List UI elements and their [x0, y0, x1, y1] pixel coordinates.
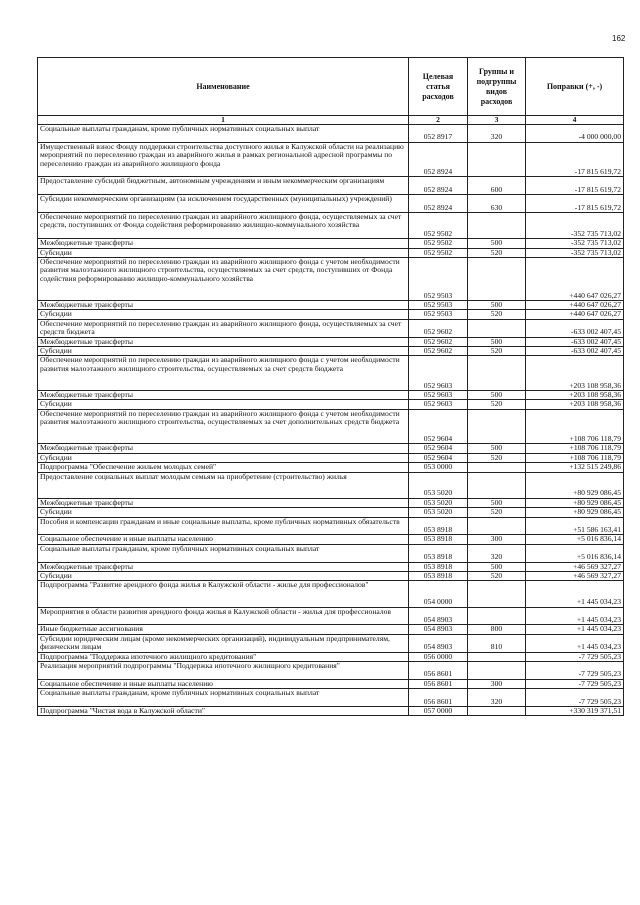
row-target-article: 054 8903	[409, 607, 468, 625]
row-expense-group	[468, 472, 526, 498]
row-expense-group	[468, 662, 526, 680]
row-name: Обеспечение мероприятий по переселению граждан из аварийного жилищного фонда с учетом необходимости развития малоэтажного жилищного строительства, осуществляемых за счет дополнительных средств бюджета	[38, 409, 409, 444]
header-amendment: Поправки (+, -)	[526, 58, 624, 116]
row-name: Межбюджетные трансферты	[38, 391, 409, 400]
row-target-article: 053 8918	[409, 572, 468, 581]
table-row	[38, 607, 624, 625]
row-expense-group: 520	[468, 400, 526, 409]
row-amendment: +1 445 034,23	[526, 625, 624, 634]
row-expense-group: 810	[468, 634, 526, 652]
row-name: Предоставление социальных выплат молодым семьям на приобретение (строительство) жилья	[38, 472, 409, 498]
row-amendment: +203 108 958,36	[526, 356, 624, 391]
table-row	[38, 625, 624, 634]
row-amendment: +440 647 026,27	[526, 300, 624, 309]
row-name: Социальное обеспечение и иные выплаты населению	[38, 679, 409, 688]
row-name: Имущественный взнос Фонду поддержки строительства доступного жилья в Калужской области на реализацию мероприятий по переселению граждан из аварийного жилья в рамках региональной адресной программы по переселению граждан из аварийного жилищного фонда	[38, 142, 409, 177]
row-expense-group: 800	[468, 625, 526, 634]
row-target-article: 056 8601	[409, 679, 468, 688]
row-amendment: -633 002 407,45	[526, 347, 624, 356]
row-target-article: 052 8924	[409, 177, 468, 195]
row-target-article: 052 9503	[409, 300, 468, 309]
row-name: Межбюджетные трансферты	[38, 444, 409, 453]
row-expense-group: 320	[468, 544, 526, 562]
row-expense-group: 500	[468, 498, 526, 507]
table-row	[38, 581, 624, 607]
row-target-article: 054 8903	[409, 625, 468, 634]
row-expense-group	[468, 652, 526, 661]
row-target-article: 053 5020	[409, 508, 468, 517]
row-expense-group	[468, 607, 526, 625]
table-row	[38, 319, 624, 337]
row-target-article: 057 0000	[409, 707, 468, 716]
row-amendment: +80 929 086,45	[526, 472, 624, 498]
row-target-article: 052 9503	[409, 257, 468, 300]
table-row	[38, 356, 624, 391]
row-target-article: 052 9604	[409, 409, 468, 444]
row-expense-group: 500	[468, 300, 526, 309]
row-expense-group: 320	[468, 125, 526, 143]
row-amendment: -17 815 619,72	[526, 142, 624, 177]
table-row	[38, 662, 624, 680]
row-amendment: +80 929 086,45	[526, 498, 624, 507]
row-amendment: -7 729 505,23	[526, 662, 624, 680]
row-target-article: 056 0000	[409, 652, 468, 661]
table-row	[38, 195, 624, 213]
row-amendment: +132 515 249,86	[526, 463, 624, 472]
row-target-article: 053 8918	[409, 544, 468, 562]
row-name: Обеспечение мероприятий по переселению граждан из аварийного жилищного фонда с учетом необходимости развития малоэтажного жилищного строительства, осуществляемых за счет средств, поступивших от Фонда содействия реформированию жилищно-коммунального хозяйства	[38, 257, 409, 300]
row-name: Мероприятия в области развития арендного фонда жилья в Калужской области - жилья для профессионалов	[38, 607, 409, 625]
row-target-article: 052 9502	[409, 212, 468, 238]
row-target-article: 053 8918	[409, 535, 468, 544]
row-target-article: 056 8601	[409, 662, 468, 680]
row-name: Субсидии некоммерческим организациям (за исключением государственных (муниципальных) учреждений)	[38, 195, 409, 213]
row-name: Пособия и компенсации гражданам и иные социальные выплаты, кроме публичных нормативных обязательств	[38, 517, 409, 535]
budget-amendments-table	[37, 57, 624, 716]
row-amendment: -7 729 505,23	[526, 689, 624, 707]
row-name: Субсидии	[38, 400, 409, 409]
row-expense-group: 520	[468, 508, 526, 517]
row-expense-group: 500	[468, 337, 526, 346]
table-row	[38, 444, 624, 453]
table-row	[38, 498, 624, 507]
row-name: Социальные выплаты гражданам, кроме публичных нормативных социальных выплат	[38, 689, 409, 707]
table-row	[38, 472, 624, 498]
row-amendment: +51 586 163,41	[526, 517, 624, 535]
row-target-article: 053 0000	[409, 463, 468, 472]
row-amendment: -7 729 505,23	[526, 679, 624, 688]
row-name: Иные бюджетные ассигнования	[38, 625, 409, 634]
header-expense-group: Группы и подгруппы видов расходов	[468, 58, 526, 116]
row-amendment: +1 445 034,23	[526, 581, 624, 607]
row-name: Социальные выплаты гражданам, кроме публичных нормативных социальных выплат	[38, 544, 409, 562]
row-name: Обеспечение мероприятий по переселению граждан из аварийного жилищного фонда с учетом необходимости развития малоэтажного жилищного строительства, осуществляемых за счет средств бюджета	[38, 356, 409, 391]
table-row	[38, 177, 624, 195]
row-amendment: -17 815 619,72	[526, 195, 624, 213]
row-expense-group	[468, 319, 526, 337]
row-name: Обеспечение мероприятий по переселению граждан из аварийного жилищного фонда, осуществляемых за счет средств бюджета	[38, 319, 409, 337]
row-amendment: +5 016 836,14	[526, 535, 624, 544]
row-name: Межбюджетные трансферты	[38, 498, 409, 507]
row-name: Подпрограмма "Развитие арендного фонда жилья в Калужской области - жилье для профессионалов"	[38, 581, 409, 607]
page-number: 162	[612, 34, 626, 43]
row-target-article: 053 8918	[409, 562, 468, 571]
row-target-article: 052 8917	[409, 125, 468, 143]
table-row	[38, 517, 624, 535]
table-row	[38, 535, 624, 544]
row-amendment: +80 929 086,45	[526, 508, 624, 517]
row-name: Межбюджетные трансферты	[38, 300, 409, 309]
table-header-row	[38, 58, 624, 116]
row-amendment: -7 729 505,23	[526, 652, 624, 661]
row-name: Подпрограмма "Поддержка ипотечного жилищного кредитования"	[38, 652, 409, 661]
table-row	[38, 562, 624, 571]
row-target-article: 053 5020	[409, 472, 468, 498]
table-row	[38, 239, 624, 248]
row-expense-group	[468, 409, 526, 444]
header-name: Наименование	[38, 58, 409, 116]
table-row	[38, 689, 624, 707]
row-expense-group	[468, 581, 526, 607]
row-target-article: 056 8601	[409, 689, 468, 707]
row-expense-group: 520	[468, 572, 526, 581]
row-target-article: 053 5020	[409, 498, 468, 507]
row-target-article: 052 9502	[409, 239, 468, 248]
row-amendment: +440 647 026,27	[526, 257, 624, 300]
row-expense-group: 500	[468, 562, 526, 571]
row-name: Субсидии	[38, 310, 409, 319]
row-expense-group: 520	[468, 347, 526, 356]
table-body	[38, 125, 624, 716]
row-name: Субсидии	[38, 453, 409, 462]
row-amendment: +108 706 118,79	[526, 409, 624, 444]
table-row	[38, 707, 624, 716]
row-amendment: +203 108 958,36	[526, 400, 624, 409]
table-row	[38, 463, 624, 472]
table-row	[38, 544, 624, 562]
row-expense-group: 520	[468, 248, 526, 257]
row-amendment: +46 569 327,27	[526, 562, 624, 571]
row-target-article: 052 9502	[409, 248, 468, 257]
row-amendment: +330 319 371,51	[526, 707, 624, 716]
row-name: Межбюджетные трансферты	[38, 562, 409, 571]
row-name: Межбюджетные трансферты	[38, 239, 409, 248]
table-row	[38, 300, 624, 309]
row-expense-group: 500	[468, 239, 526, 248]
row-name: Субсидии	[38, 572, 409, 581]
row-name: Социальное обеспечение и иные выплаты населению	[38, 535, 409, 544]
row-amendment: -352 735 713,02	[526, 239, 624, 248]
row-amendment: +203 108 958,36	[526, 391, 624, 400]
row-target-article: 052 8924	[409, 142, 468, 177]
table-row	[38, 257, 624, 300]
row-name: Социальные выплаты гражданам, кроме публичных нормативных социальных выплат	[38, 125, 409, 143]
row-expense-group	[468, 356, 526, 391]
row-amendment: -352 735 713,02	[526, 212, 624, 238]
row-name: Субсидии	[38, 248, 409, 257]
row-name: Субсидии	[38, 508, 409, 517]
table-row	[38, 212, 624, 238]
row-name: Субсидии юридическим лицам (кроме некоммерческих организаций), индивидуальным предпринимателям, физическим лицам	[38, 634, 409, 652]
column-number: 4	[526, 116, 624, 125]
table-row	[38, 508, 624, 517]
table-row	[38, 634, 624, 652]
row-target-article: 052 9604	[409, 444, 468, 453]
column-number: 1	[38, 116, 409, 125]
row-amendment: +1 445 034,23	[526, 607, 624, 625]
row-amendment: +108 706 118,79	[526, 444, 624, 453]
row-name: Субсидии	[38, 347, 409, 356]
row-target-article: 052 9503	[409, 310, 468, 319]
row-target-article: 052 9603	[409, 391, 468, 400]
row-amendment: +46 569 327,27	[526, 572, 624, 581]
row-amendment: -4 000 000,00	[526, 125, 624, 143]
row-expense-group: 520	[468, 310, 526, 319]
row-expense-group: 630	[468, 195, 526, 213]
row-name: Обеспечение мероприятий по переселению граждан из аварийного жилищного фонда, осуществляемых за счет средств, поступивших от Фонда содействия реформированию жилищно-коммунального хозяйства	[38, 212, 409, 238]
row-expense-group: 300	[468, 535, 526, 544]
row-target-article: 054 0000	[409, 581, 468, 607]
row-target-article: 052 9602	[409, 347, 468, 356]
row-amendment: -633 002 407,45	[526, 337, 624, 346]
row-target-article: 052 8924	[409, 195, 468, 213]
row-name: Предоставление субсидий бюджетным, автономным учреждениям и иным некоммерческим организациям	[38, 177, 409, 195]
header-target-article: Целевая статья расходов	[409, 58, 468, 116]
row-target-article: 054 8903	[409, 634, 468, 652]
column-number: 2	[409, 116, 468, 125]
table-row	[38, 310, 624, 319]
row-target-article: 052 9603	[409, 356, 468, 391]
row-expense-group: 500	[468, 444, 526, 453]
table-row	[38, 142, 624, 177]
row-amendment: -352 735 713,02	[526, 248, 624, 257]
row-target-article: 052 9603	[409, 400, 468, 409]
row-name: Подпрограмма "Чистая вода в Калужской области"	[38, 707, 409, 716]
row-name: Межбюджетные трансферты	[38, 337, 409, 346]
row-name: Подпрограмма "Обеспечение жильем молодых семей"	[38, 463, 409, 472]
table-row	[38, 125, 624, 143]
row-amendment: +1 445 034,23	[526, 634, 624, 652]
row-amendment: +5 016 836,14	[526, 544, 624, 562]
row-name: Реализация мероприятий подпрограммы "Поддержка ипотечного жилищного кредитования"	[38, 662, 409, 680]
row-target-article: 052 9602	[409, 337, 468, 346]
row-amendment: -17 815 619,72	[526, 177, 624, 195]
row-expense-group: 600	[468, 177, 526, 195]
row-expense-group	[468, 257, 526, 300]
column-number: 3	[468, 116, 526, 125]
row-expense-group: 500	[468, 391, 526, 400]
row-amendment: -633 002 407,45	[526, 319, 624, 337]
row-target-article: 053 8918	[409, 517, 468, 535]
row-amendment: +440 647 026,27	[526, 310, 624, 319]
row-target-article: 052 9604	[409, 453, 468, 462]
row-expense-group: 320	[468, 689, 526, 707]
row-expense-group	[468, 463, 526, 472]
row-expense-group	[468, 517, 526, 535]
row-expense-group	[468, 212, 526, 238]
row-amendment: +108 706 118,79	[526, 453, 624, 462]
table-row	[38, 337, 624, 346]
table-row	[38, 391, 624, 400]
row-expense-group: 300	[468, 679, 526, 688]
row-expense-group: 520	[468, 453, 526, 462]
table-row	[38, 400, 624, 409]
row-expense-group	[468, 707, 526, 716]
table-row	[38, 409, 624, 444]
row-expense-group	[468, 142, 526, 177]
row-target-article: 052 9602	[409, 319, 468, 337]
